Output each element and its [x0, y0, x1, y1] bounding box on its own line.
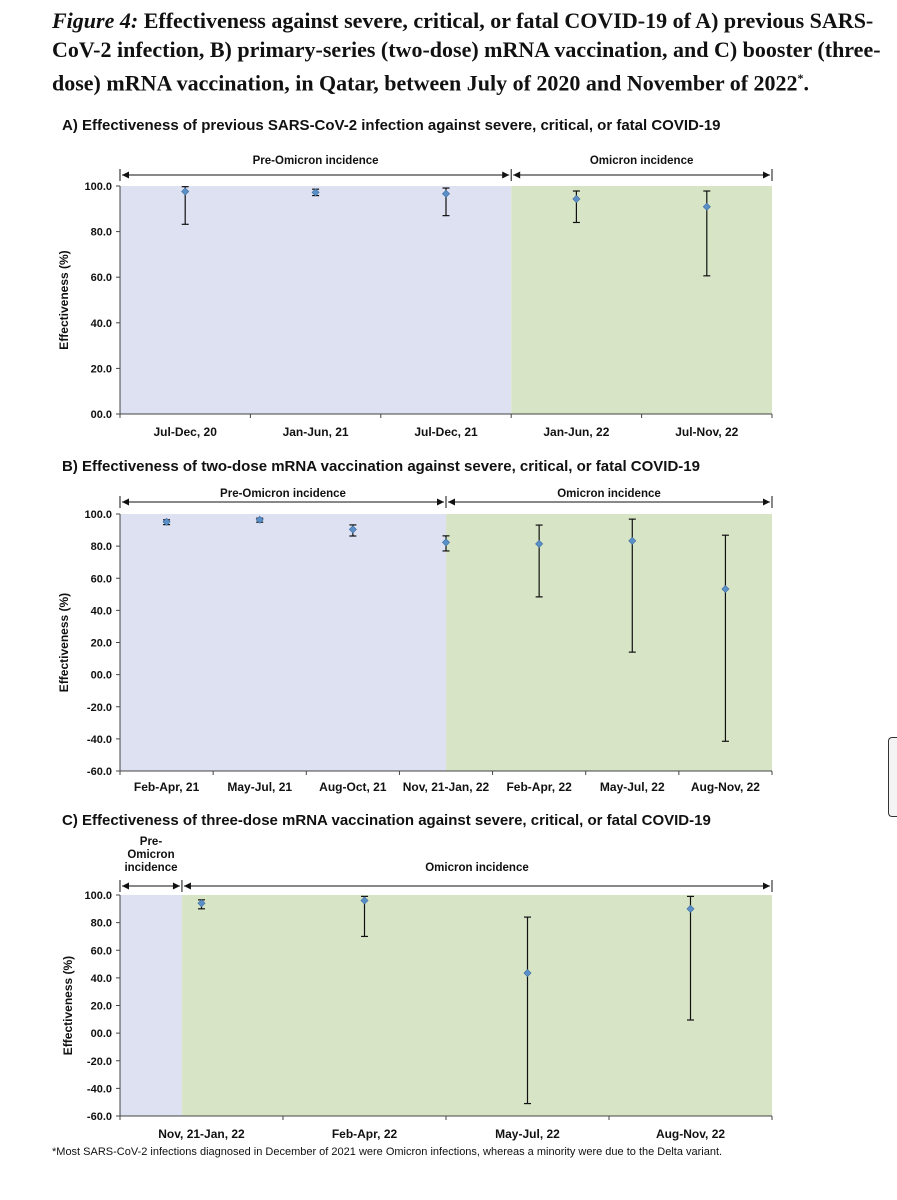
panel-b-region-pre-label: Pre-Omicron incidence: [220, 488, 346, 500]
panel-b-chart: [0, 452, 897, 802]
figure-title-line1: Effectiveness against severe, critical, or fatal COVID-19 of A) previous SARS-: [138, 8, 874, 33]
panel-b-x-tick-label: Feb-Apr, 22: [506, 780, 572, 794]
panel-b-y-tick-label: 00.0: [90, 669, 112, 682]
panel-a-region-pre-arrowhead-right: [502, 172, 509, 179]
panel-b-x-tick-label: Nov, 21-Jan, 22: [402, 780, 490, 794]
panel-b-title: B) Effectiveness of two-dose mRNA vaccination against severe, critical, or fatal COVID-19: [62, 458, 700, 475]
panel-c-region-pre-bg: [120, 895, 182, 1116]
panel-b-region-pre-arrowhead-right: [437, 499, 444, 506]
panel-b-y-axis-label: Effectiveness (%): [57, 592, 71, 693]
figure-label: Figure 4:: [52, 8, 139, 33]
panel-c-region-pre-arrowhead-left: [122, 883, 129, 890]
panel-b-x-tick-label: Feb-Apr, 21: [133, 780, 200, 794]
panel-c-x-tick-label: May-Jul, 22: [495, 1127, 560, 1141]
panel-a-y-tick-label: 00.0: [90, 409, 112, 421]
panel-c-region-pre-label: Pre-Omicron incidence: [124, 836, 178, 874]
panel-a-y-tick-label: 100.0: [84, 181, 112, 193]
panel-b-y-tick-label: 20.0: [90, 637, 112, 650]
panel-c-y-tick-label: -20.0: [86, 1055, 112, 1068]
panel-b-y-tick-label: 100.0: [84, 509, 112, 521]
footnote: *Most SARS-CoV-2 infections diagnosed in December of 2021 were Omicron infections, whereas a minority were due to the Delta variant.: [52, 1146, 723, 1158]
panel-b-y-tick-label: 60.0: [90, 573, 112, 586]
panel-b-x-tick-label: May-Jul, 22: [599, 780, 665, 794]
panel-c-y-tick-label: 40.0: [90, 972, 112, 985]
figure-title-line2: CoV-2 infection, B) primary-series (two-dose) mRNA vaccination, and C) booster (three-: [52, 37, 881, 62]
panel-a-x-tick-label: Jan-Jun, 21: [282, 425, 349, 439]
panel-b-x-tick-label: Aug-Oct, 21: [319, 780, 387, 794]
panel-c-y-tick-label: -40.0: [86, 1083, 112, 1096]
panel-c-region-omicron-arrowhead-left: [184, 883, 191, 890]
panel-b-y-tick-label: -20.0: [86, 701, 112, 714]
panel-b-region-pre-arrowhead-left: [122, 499, 129, 506]
panel-c-y-tick-label: 20.0: [90, 1000, 112, 1013]
panel-c-region-omicron-label: Omicron incidence: [425, 862, 529, 874]
panel-a-y-tick-label: 80.0: [90, 226, 112, 239]
panel-a-region-omicron-label: Omicron incidence: [589, 155, 694, 167]
panel-b-region-omicron-arrowhead-right: [763, 499, 770, 506]
panel-c-x-tick-label: Feb-Apr, 22: [331, 1127, 398, 1141]
panel-b-y-tick-label: 80.0: [90, 541, 112, 554]
panel-a-chart: [0, 112, 897, 442]
panel-b-x-tick-label: May-Jul, 21: [227, 780, 293, 794]
panel-a-region-pre-bg: [120, 186, 511, 414]
panel-c-y-tick-label: -60.0: [86, 1111, 112, 1123]
panel-a-region-omicron-bg: [511, 186, 772, 414]
panel-b-x-tick-label: Aug-Nov, 22: [690, 780, 760, 794]
panel-c-region-pre-arrowhead-right: [173, 883, 180, 890]
figure-title-end: .: [803, 70, 810, 96]
panel-a-region-pre-arrowhead-left: [122, 172, 129, 179]
panel-c-y-axis-label: Effectiveness (%): [61, 955, 75, 1056]
figure-title: [52, 6, 882, 97]
panel-c-title: C) Effectiveness of three-dose mRNA vaccination against severe, critical, or fatal COVID-19: [62, 812, 711, 829]
panel-c-x-tick-label: Aug-Nov, 22: [655, 1127, 726, 1141]
panel-c-y-tick-label: 80.0: [90, 917, 112, 930]
panel-a-y-tick-label: 60.0: [90, 272, 112, 285]
side-scroll-tab[interactable]: [888, 737, 897, 817]
panel-c-region-omicron-arrowhead-right: [763, 883, 770, 890]
panel-c-y-tick-label: 00.0: [90, 1028, 112, 1041]
panel-c-x-tick-label: Nov, 21-Jan, 22: [158, 1127, 245, 1141]
panel-b-region-pre-bg: [120, 514, 446, 771]
panel-b-region-omicron-arrowhead-left: [448, 499, 455, 506]
panel-a-region-pre-label: Pre-Omicron incidence: [252, 155, 379, 167]
panel-a-region-omicron-arrowhead-left: [513, 172, 520, 179]
panel-b-y-tick-label: -60.0: [86, 766, 112, 778]
panel-a-x-tick-label: Jul-Dec, 21: [414, 425, 478, 439]
panel-a-y-axis-label: Effectiveness (%): [57, 250, 71, 350]
panel-c-y-tick-label: 60.0: [90, 945, 112, 958]
panel-a-x-tick-label: Jan-Jun, 22: [543, 425, 610, 439]
figure-title-marker: *: [797, 71, 804, 85]
panel-b-y-tick-label: -40.0: [86, 733, 112, 746]
panel-a-y-tick-label: 20.0: [90, 363, 112, 376]
panel-b-region-omicron-bg: [446, 514, 772, 771]
panel-a-y-tick-label: 40.0: [90, 317, 112, 330]
panel-a-title: A) Effectiveness of previous SARS-CoV-2 infection against severe, critical, or fatal COVID-19: [62, 117, 721, 134]
panel-a-x-tick-label: Jul-Dec, 20: [153, 425, 217, 439]
panel-c-y-tick-label: 100.0: [84, 890, 112, 902]
figure-title-line3: dose) mRNA vaccination, in Qatar, between July of 2020 and November of 2022: [52, 70, 798, 96]
panel-b-y-tick-label: 40.0: [90, 605, 112, 618]
panel-a-region-omicron-arrowhead-right: [763, 172, 770, 179]
panel-a-x-tick-label: Jul-Nov, 22: [675, 425, 739, 439]
panel-c-chart: [0, 805, 897, 1145]
panel-c-region-omicron-bg: [182, 895, 772, 1116]
panel-b-region-omicron-label: Omicron incidence: [557, 488, 661, 500]
